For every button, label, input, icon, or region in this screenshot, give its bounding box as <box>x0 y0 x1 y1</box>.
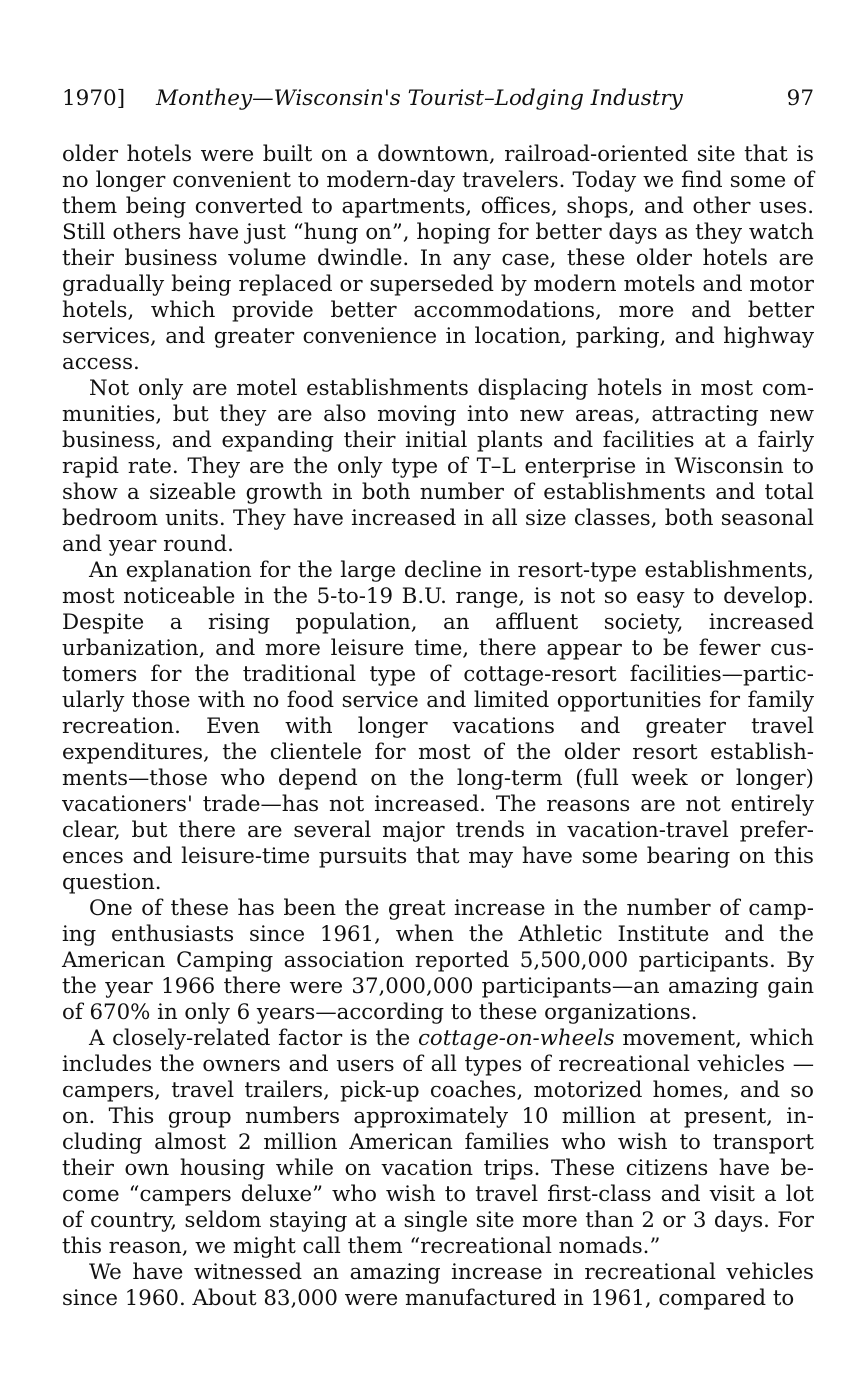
running-head-year: 1970] <box>62 86 126 111</box>
book-page <box>62 84 814 1312</box>
paragraph-5-rest: movement, which includes the owners and users of all types of recreational vehicles —campers, travel trailers, pick-up coaches, motorized homes, and so on. This group numbers approximately 10 million at present, including almost 2 million American families who wish to transport their own housing while on vacation trips. These citizens have become “campers deluxe” who wish to travel first-class and visit a lot of country, seldom staying at a single site more than 2 or 3 days. For this reason, we might call them “recreational nomads.” <box>62 1026 814 1259</box>
paragraph-5 <box>62 1026 814 1260</box>
body-text <box>62 142 814 1312</box>
paragraph-5-emphasis: cottage-on-wheels <box>418 1026 615 1051</box>
paragraph-1: older hotels were built on a downtown, railroad-oriented site that is no longer convenient to modern-day travelers. Today we find some of them being converted to apartments, offices, shops, and other uses. Still others have just “hung on”, hoping for better days as they watch their business volume dwindle. In any case, these older hotels are gradually being replaced or superseded by modern motels and motor hotels, which provide better accommodations, more and better services, and greater convenience in location, parking, and highway access. <box>62 142 814 375</box>
page-number: 97 <box>786 86 814 111</box>
paragraph-3: An explanation for the large decline in resort-type establishments, most noticeable in the 5-to-19 B.U. range, is not so easy to develop. Despite a rising population, an affluent society, increased urbanization, and more leisure time, there appear to be fewer customers for the traditional type of cottage-resort facilities—particularly those with no food service and limited opportunities for family recreation. Even with longer vacations and greater travel expenditures, the clientele for most of the older resort establishments—those who depend on the long-term (full week or longer) vacationers' trade—has not increased. The reasons are not entirely clear, but there are several major trends in vacation-travel preferences and leisure-time pursuits that may have some bearing on this question. <box>62 558 814 895</box>
running-head-title: Monthey—Wisconsin's Tourist–Lodging Industry <box>156 86 683 111</box>
paragraph-4: One of these has been the great increase in the number of camping enthusiasts since 1961, when the Athletic Institute and the American Camping association reported 5,500,000 participants. By the year 1966 there were 37,000,000 participants—an amazing gain of 670% in only 6 years—according to these organizations. <box>62 896 814 1025</box>
paragraph-6: We have witnessed an amazing increase in recreational vehicles since 1960. About 83,000 were manufactured in 1961, compared to <box>62 1260 814 1311</box>
paragraph-5-lead: A closely-related factor is the <box>89 1026 418 1051</box>
paragraph-2: Not only are motel establishments displacing hotels in most communities, but they are also moving into new areas, attracting new business, and expanding their initial plants and facilities at a fairly rapid rate. They are the only type of T–L enterprise in Wisconsin to show a sizeable growth in both number of establishments and total bedroom units. They have increased in all size classes, both seasonal and year round. <box>62 376 814 557</box>
running-head <box>62 84 814 118</box>
